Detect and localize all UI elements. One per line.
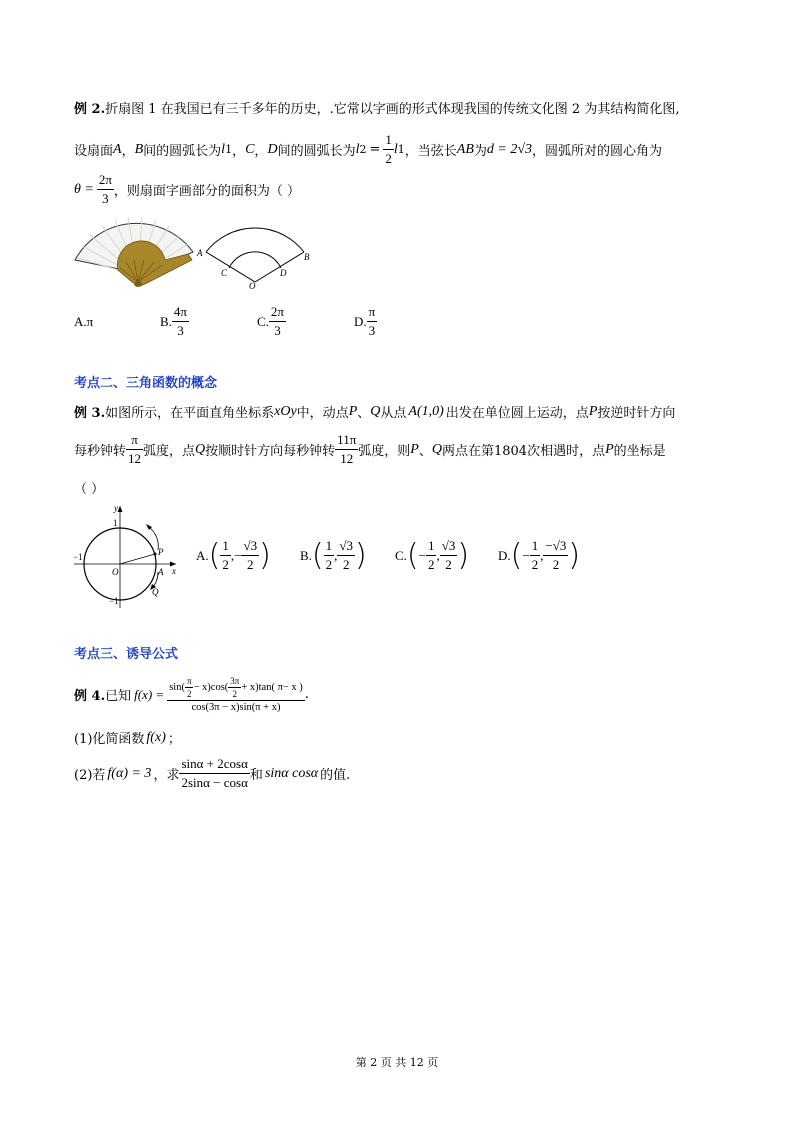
ex2-text-1: 折扇图 1 在我国已有三千多年的历史，.它常以字画的形式体现我国的传统文化图 2 为其结构简化图, [105, 102, 680, 117]
ex3-option-b[interactable]: B. ( $\frac{1}{2}$ , $\frac{√3}{2}$ ) [300, 538, 367, 573]
ex3-option-a[interactable]: A. ( $\frac{1}{2}$ , − $\frac{√3}{2}$ ) [196, 538, 271, 573]
point-D: D [267, 141, 278, 157]
chord-AB: AB [456, 141, 474, 157]
frac-pi-12: $\frac{\pi}{12}$ [128, 432, 142, 466]
point-A: A [113, 141, 122, 157]
label-P: P [158, 547, 164, 557]
ex2-comma: ， [121, 144, 135, 159]
ex2-option-d[interactable]: D. $\frac{\pi}{3}$ [354, 304, 376, 338]
ex2-option-a[interactable]: A. π [74, 314, 94, 329]
ex3-option-c[interactable]: C. ( − $\frac{1}{2}$ , $\frac{√3}{2}$ ) [395, 538, 470, 573]
sub-1: 1 [225, 143, 233, 156]
section-heading-2: 考点二、三角函数的概念 [74, 376, 218, 391]
ex3-line2: 每秒钟转 $\frac{\pi}{12}$ 弧度，点 Q 按顺时针方向每秒钟转 $\frac{11\pi}{12}$ 弧度，则 P 、 Q 两点在第1804次相遇时，点 P 的坐标是 [74, 432, 666, 466]
section-heading-3: 考点三、诱导公式 [74, 647, 179, 662]
ex2-text-2f: ，当弦长 [404, 144, 457, 159]
frac-half: $\frac{1}{2}$ [385, 132, 392, 166]
var-l1: l [221, 141, 226, 157]
var-l1b: l [393, 141, 398, 157]
var-l2: l [355, 141, 360, 157]
theta-eq: θ = [74, 181, 94, 197]
ex2-option-c[interactable]: C. $\frac{2\pi}{3}$ [257, 304, 284, 338]
label-neg1-bottom: −1 [109, 596, 119, 606]
ex2-line1 [74, 98, 679, 117]
ex2-line2 [74, 132, 662, 167]
ex4-line1: 例 4. 已知 f(x) = sin( $\frac{\pi}{2}$ − x)cos( $\frac{3\pi}{2}$ + x)tan( π− x ) cos(3π − x)sin(π + x) . [74, 676, 309, 713]
ex2-text-2a: 设扇面 [74, 144, 114, 159]
ex2-text-2d: ， [254, 144, 268, 159]
frac-theta: $\frac{2\pi}{3}$ [98, 172, 112, 206]
label-A: A [197, 248, 203, 258]
unit-circle-figure [72, 500, 190, 612]
ex2-option-b[interactable]: B. $\frac{4\pi}{3}$ [160, 304, 187, 338]
label-x: x [172, 566, 176, 576]
label-O: O [249, 281, 256, 291]
xOy: xOy [274, 403, 297, 419]
ex4-q2: (2)若 f(α) = 3 ，求 $\frac{\sin\alpha + 2\cos\alpha}{2\sin\alpha - \cos\alpha}$ 和 sinα cosα 的值. [74, 756, 351, 790]
label-B: B [304, 252, 310, 262]
ex2-text-2h: ，圆弧所对的圆心角为 [532, 144, 663, 159]
ex3-line3: （ ） [74, 482, 105, 497]
label-D: D [280, 268, 287, 278]
ex3-option-d[interactable]: D. ( − $\frac{1}{2}$ , $\frac{-√3}{2}$ ) [498, 538, 581, 573]
sub-2: 2 [359, 143, 367, 156]
label-Q: Q [152, 587, 159, 597]
ratio-fraction: $\frac{\sin\alpha + 2\cos\alpha}{2\sin\alpha - \cos\alpha}$ [181, 756, 248, 790]
ex2-text-2c: ， [232, 144, 246, 159]
label-neg1-left: −1 [73, 552, 83, 562]
ex2-label: 例 2. [74, 102, 106, 117]
fx: f(x) = [134, 686, 165, 702]
fx-fraction: sin( $\frac{\pi}{2}$ − x)cos( $\frac{3\pi}{2}$ + x)tan( π− x ) cos(3π − x)sin(π + x) [169, 676, 303, 713]
ex2-text-2g: 为 [473, 144, 487, 159]
point-C: C [245, 141, 255, 157]
ex2-line3 [74, 172, 300, 207]
page-footer: 第 2 页 共 12 页 [355, 1056, 439, 1069]
frac-11pi-12: $\frac{11\pi}{12}$ [337, 432, 357, 466]
fan-structure-figure [196, 212, 316, 292]
ex2-text-2b: 间的圆弧长为 [143, 144, 222, 159]
point-B: B [134, 141, 144, 157]
sub-1b: 1 [397, 143, 405, 156]
equals: = [369, 142, 381, 157]
label-C: C [221, 268, 228, 278]
folding-fan-figure [70, 208, 200, 290]
ex2-text-3: ，则扇面字画部分的面积为（ ） [113, 184, 301, 199]
ex3-line1: 例 3. 如图所示，在平面直角坐标系 xOy 中，动点 P 、 Q 从点 A(1,0) 出发在单位圆上运动，点 P 按逆时针方向 [74, 403, 676, 421]
ex3-label: 例 3. [74, 406, 106, 421]
label-A: A [158, 567, 164, 577]
ex2-text-2e: 间的圆弧长为 [277, 144, 356, 159]
ex4-label: 例 4. [74, 689, 106, 704]
label-1: 1 [113, 518, 118, 528]
label-O: O [112, 567, 119, 577]
label-y: y [114, 503, 118, 513]
d-expr: d = 2√3 [486, 141, 533, 157]
point-A10: A(1,0) [408, 403, 444, 419]
ex4-q1: (1)化简函数 f(x) ； [74, 729, 181, 747]
